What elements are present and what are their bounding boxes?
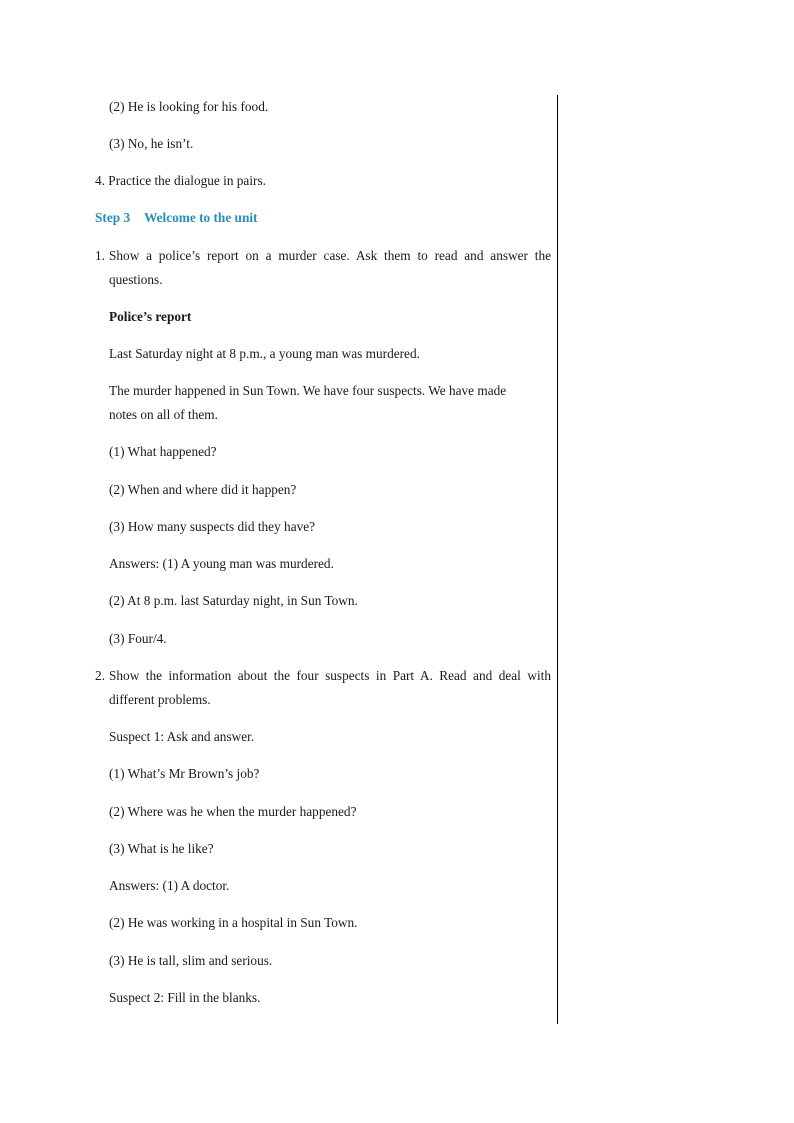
suspect-heading: Suspect 1: Ask and answer. — [109, 729, 255, 744]
question-line: (3) What is he like? — [109, 841, 214, 856]
answer-line: (3) Four/4. — [109, 631, 167, 646]
report-line: Last Saturday night at 8 p.m., a young man was murdered. — [109, 346, 420, 361]
step-heading — [95, 210, 257, 226]
question-line: (1) What happened? — [109, 444, 217, 459]
step-label: Step 3 — [95, 210, 131, 225]
question-line: (1) What’s Mr Brown’s job? — [109, 766, 260, 781]
answer-line-3: (3) No, he isn’t. — [109, 136, 194, 151]
item-text: Show the information about the four suspects in Part A. Read and deal with different problems. — [109, 668, 551, 707]
suspect-heading: Suspect 2: Fill in the blanks. — [109, 990, 261, 1005]
item-text: Show a police’s report on a murder case. Ask them to read and answer the questions. — [109, 248, 551, 287]
answer-line: (2) At 8 p.m. last Saturday night, in Sun Town. — [109, 593, 358, 608]
question-line: (3) How many suspects did they have? — [109, 519, 316, 534]
answer-line: (3) He is tall, slim and serious. — [109, 953, 273, 968]
answer-line-2: (2) He is looking for his food. — [109, 99, 269, 114]
column-divider — [557, 95, 558, 1024]
report-title: Police’s report — [109, 309, 192, 324]
answer-line: Answers: (1) A doctor. — [109, 878, 230, 893]
procedure-item-2 — [95, 664, 551, 711]
procedure-item-1 — [95, 244, 551, 291]
answer-line: (2) He was working in a hospital in Sun Town. — [109, 915, 358, 930]
item-number: 1. — [95, 248, 105, 263]
item-number: 2. — [95, 668, 105, 683]
question-line: (2) When and where did it happen? — [109, 482, 297, 497]
answer-line: Answers: (1) A young man was murdered. — [109, 556, 334, 571]
report-line: The murder happened in Sun Town. We have four suspects. We have made — [109, 383, 507, 398]
question-line: (2) Where was he when the murder happened? — [109, 804, 357, 819]
procedure-item-4: 4. Practice the dialogue in pairs. — [95, 173, 266, 188]
step-title: Welcome to the unit — [144, 210, 258, 225]
report-line: notes on all of them. — [109, 407, 218, 422]
